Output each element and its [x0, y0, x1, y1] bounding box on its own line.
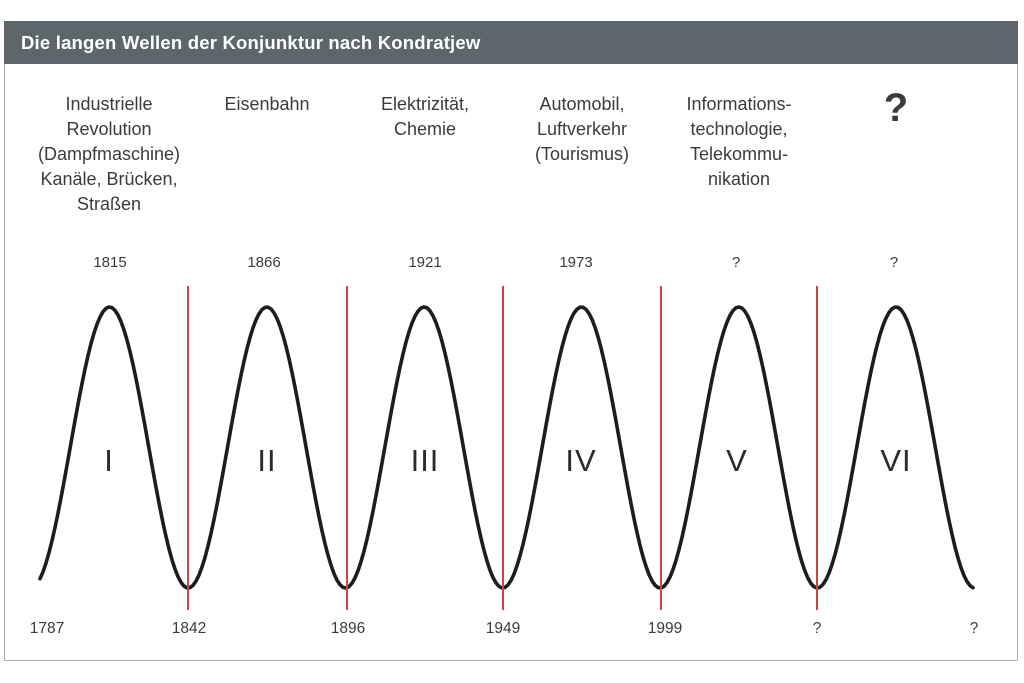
trough-year-5: 1999: [647, 620, 683, 637]
wave-numeral-4: IV: [565, 443, 597, 478]
peak-year-wave-5: ?: [731, 254, 741, 271]
cycle-divider-line-1999: [660, 286, 662, 610]
trough-year-6: ?: [812, 620, 822, 637]
cycle-divider-line-1949: [502, 286, 504, 610]
diagram-title: Die langen Wellen der Konjunktur nach Kondratjew: [21, 31, 481, 53]
trough-year-7: ?: [969, 620, 979, 637]
cycle-divider-line-1896: [346, 286, 348, 610]
cycle-divider-line-1842: [187, 286, 189, 610]
wave-numeral-6: VI: [880, 443, 912, 478]
peak-year-wave-1: 1815: [93, 254, 127, 271]
wave-numeral-1: I: [104, 443, 114, 478]
peak-year-wave-3: 1921: [408, 254, 442, 271]
era-label-wave-2: Eisenbahn: [224, 94, 310, 114]
era-label-wave-4: Automobil, Luftverkehr (Tourismus): [534, 94, 629, 164]
era-label-wave-5: Informations- technologie, Telekommu- nikation: [686, 94, 792, 189]
trough-year-4: 1949: [485, 620, 521, 637]
trough-year-2: 1842: [171, 620, 207, 637]
cycle-divider-line-unknown: [816, 286, 818, 610]
title-bar: [4, 21, 1018, 64]
wave-numeral-3: III: [410, 443, 440, 478]
era-label-wave-3: Elektrizität, Chemie: [380, 94, 470, 139]
era-label-wave-1: Industrielle Revolution (Dampfmaschine) Kanäle, Brücken, Straßen: [37, 94, 181, 214]
wave-numeral-5: V: [726, 443, 748, 478]
trough-year-1: 1787: [29, 620, 65, 637]
peak-year-wave-6: ?: [889, 254, 899, 271]
peak-year-wave-4: 1973: [559, 254, 593, 271]
era-label-wave-6-question-mark: ?: [883, 86, 909, 130]
trough-year-3: 1896: [330, 620, 366, 637]
peak-year-wave-2: 1866: [247, 254, 281, 271]
wave-numeral-2: II: [257, 443, 277, 478]
